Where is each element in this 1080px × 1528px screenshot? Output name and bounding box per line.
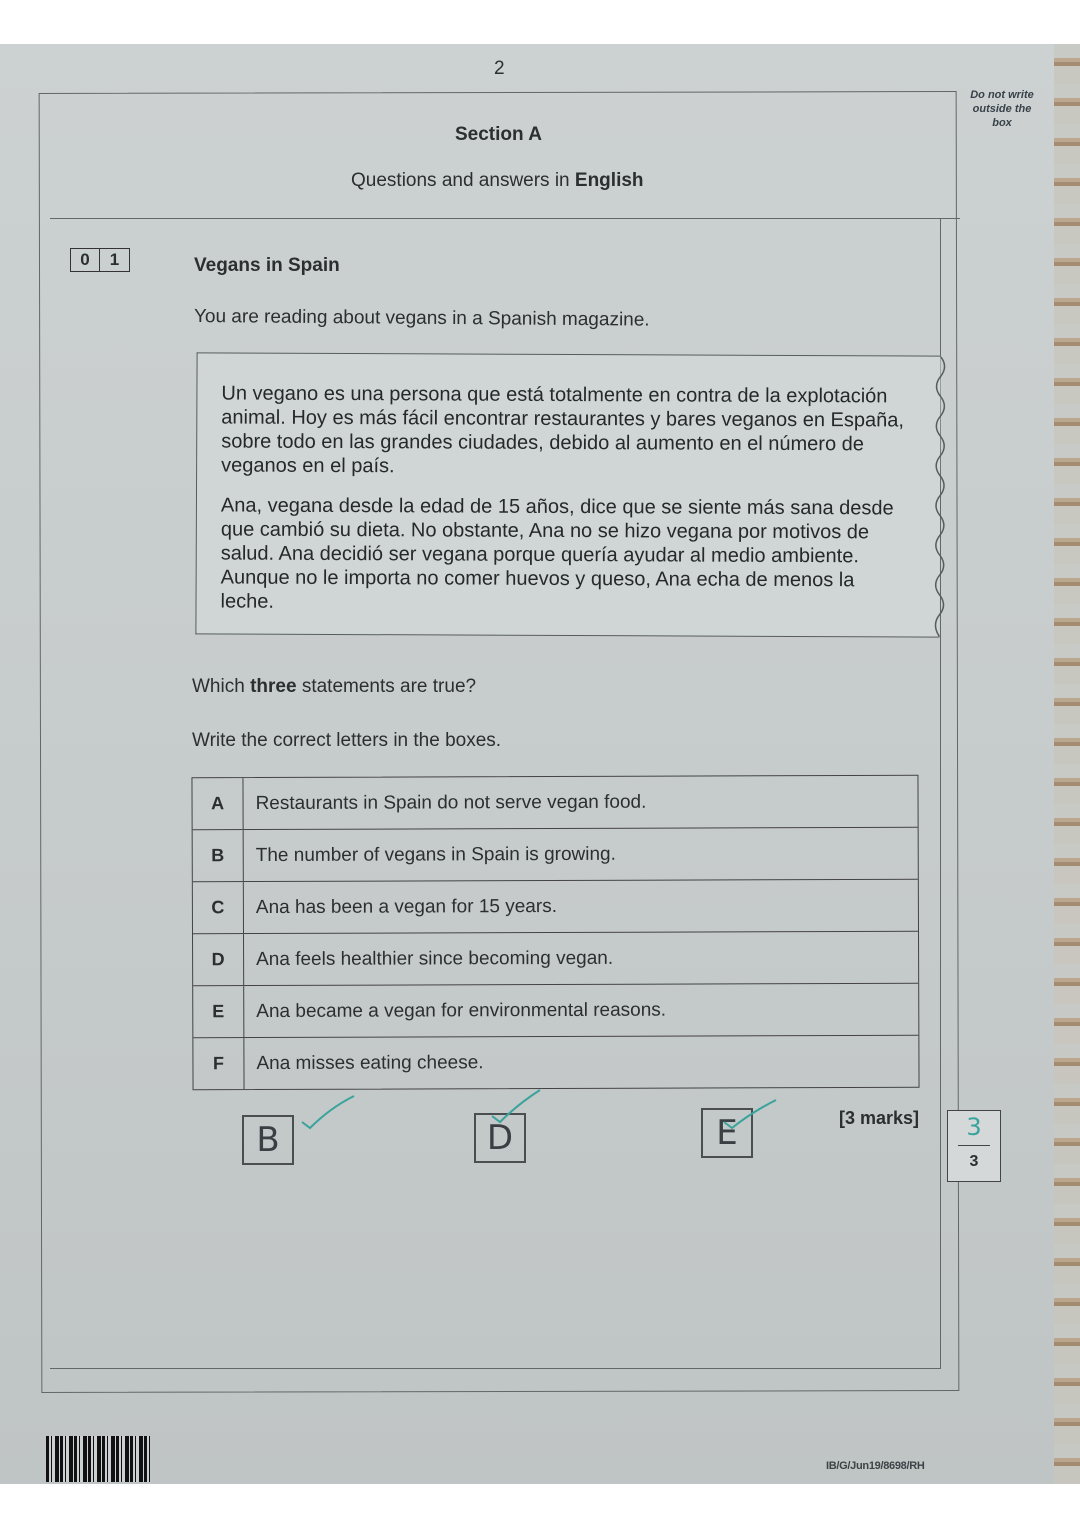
option-text: Restaurants in Spain do not serve vegan food. <box>255 791 647 814</box>
barcode <box>46 1436 150 1482</box>
option-row <box>193 827 918 882</box>
answer-box-2[interactable]: D <box>474 1113 526 1163</box>
option-letter: A <box>192 778 243 829</box>
paper-stack-edge <box>1054 44 1080 1484</box>
option-text: Ana has been a vegan for 15 years. <box>255 895 557 918</box>
section-divider <box>50 218 960 219</box>
section-subtitle-language: English <box>574 170 644 191</box>
footer-code: IB/G/Jun19/8698/RH <box>826 1460 925 1472</box>
question-number-digit: 0 <box>70 248 100 272</box>
option-letter: B <box>193 830 244 881</box>
option-letter: D <box>193 934 244 985</box>
answer-box-1[interactable]: B <box>242 1115 294 1165</box>
options-table <box>191 775 919 1091</box>
magazine-extract <box>195 352 940 637</box>
option-text: Ana became a vegan for environmental reasons. <box>256 999 667 1022</box>
answer-box-3[interactable]: E <box>701 1108 753 1158</box>
instruction-emphasis: three <box>250 676 297 697</box>
option-letter: C <box>193 882 244 933</box>
score-box <box>947 1110 1001 1182</box>
option-text: Ana misses eating cheese. <box>256 1051 484 1074</box>
question-title: Vegans in Spain <box>194 255 340 276</box>
check-mark-icon <box>722 1098 778 1136</box>
instruction-suffix: statements are true? <box>296 676 477 697</box>
magazine-paragraph: Ana, vegana desde la edad de 15 años, dice que se siente más sana desde que cambió su dieta. No obstante, Ana no se hizo vegana por motivos de salud. Ana decidió ser vegana porque quería ayudar al medio ambiente. Aunque no le importa no comer huevos y queso, Ana echa de menos la leche. <box>220 494 894 613</box>
option-text: Ana feels healthier since becoming vegan. <box>256 947 614 970</box>
option-row <box>193 931 918 986</box>
option-letter: E <box>193 986 244 1037</box>
option-text: The number of vegans in Spain is growing. <box>255 843 616 866</box>
inner-border-bottom <box>50 1368 940 1369</box>
check-mark-icon <box>300 1094 356 1132</box>
write-instruction: Write the correct letters in the boxes. <box>192 730 502 751</box>
margin-note: Do not write outside the box <box>970 89 1034 129</box>
marks-label: [3 marks] <box>839 1108 920 1128</box>
page-number: 2 <box>494 58 505 79</box>
instruction-prefix: Which <box>192 676 251 697</box>
score-max: 3 <box>969 1153 979 1170</box>
section-subtitle <box>351 170 644 192</box>
check-mark-icon <box>488 1088 544 1126</box>
question-intro: You are reading about vegans in a Spanish magazine. <box>193 306 650 331</box>
option-row <box>193 1035 918 1090</box>
option-letter: F <box>193 1038 244 1089</box>
score-divider <box>958 1145 990 1146</box>
option-row <box>193 983 918 1038</box>
score-awarded: 3 <box>966 1113 982 1141</box>
option-row <box>192 776 917 830</box>
section-title: Section A <box>455 124 542 145</box>
option-row <box>193 879 918 934</box>
magazine-paragraph: Un vegano es una persona que está totalmente en contra de la explotación animal. Hoy es más fácil encontrar restaurantes y bares veganos en España, sobre todo en las grandes ciudades, debido al aumento en el número de veganos en el país. <box>221 382 904 478</box>
torn-edge <box>933 357 952 637</box>
question-instruction <box>192 676 476 698</box>
question-number <box>70 248 130 272</box>
section-subtitle-text: Questions and answers in <box>351 170 575 191</box>
question-number-digit: 1 <box>100 248 130 272</box>
